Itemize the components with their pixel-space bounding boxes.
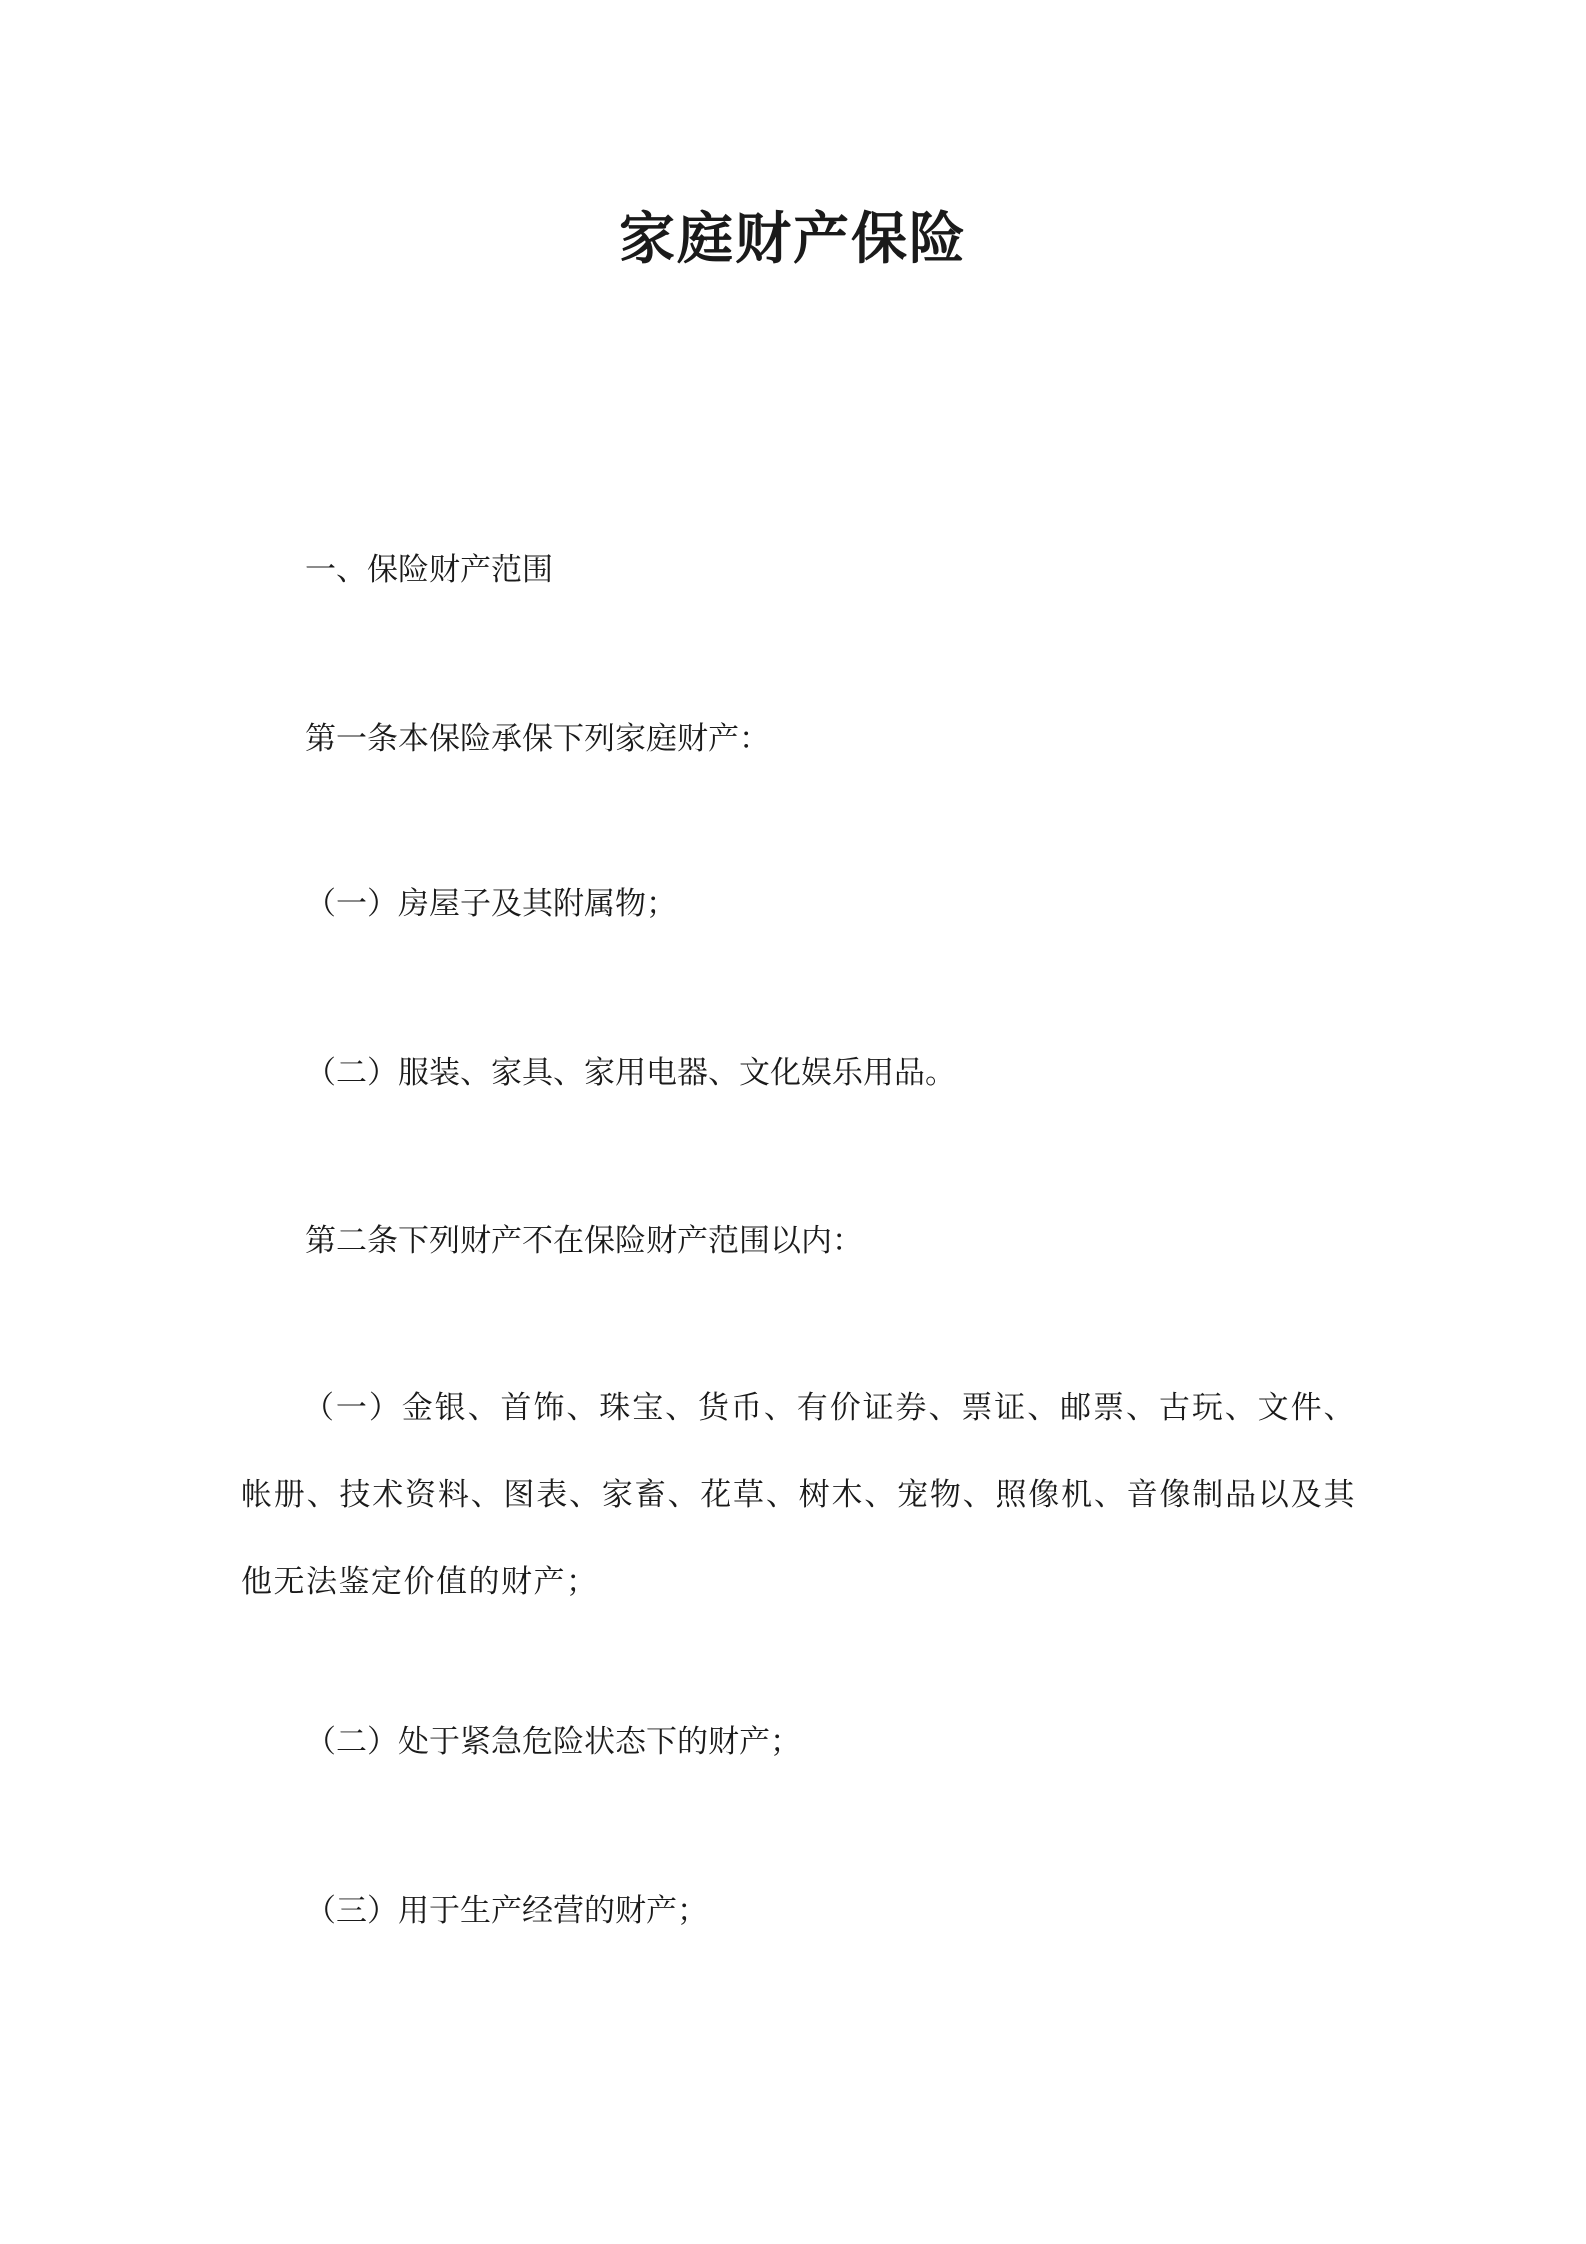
article-2-item-1: （一）金银、首饰、珠宝、货币、有价证券、票证、邮票、古玩、文件、帐册、技术资料、图表、家畜、花草、树木、宠物、照像机、音像制品以及其他无法鉴定价值的财产；: [241, 1390, 1356, 1600]
article-2: 第二条下列财产不在保险财产范围以内：: [305, 1223, 863, 1259]
document-title: 家庭财产保险: [619, 207, 967, 272]
article-1-item-1: （一）房屋子及其附属物；: [305, 886, 677, 922]
article-1-item-2: （二）服装、家具、家用电器、文化娱乐用品。: [305, 1055, 956, 1091]
article-1: 第一条本保险承保下列家庭财产：: [305, 721, 770, 757]
article-2-item-2: （二）处于紧急危险状态下的财产；: [305, 1724, 801, 1760]
section-heading: 一、保险财产范围: [305, 552, 553, 588]
article-2-item-3: （三）用于生产经营的财产；: [305, 1893, 708, 1929]
